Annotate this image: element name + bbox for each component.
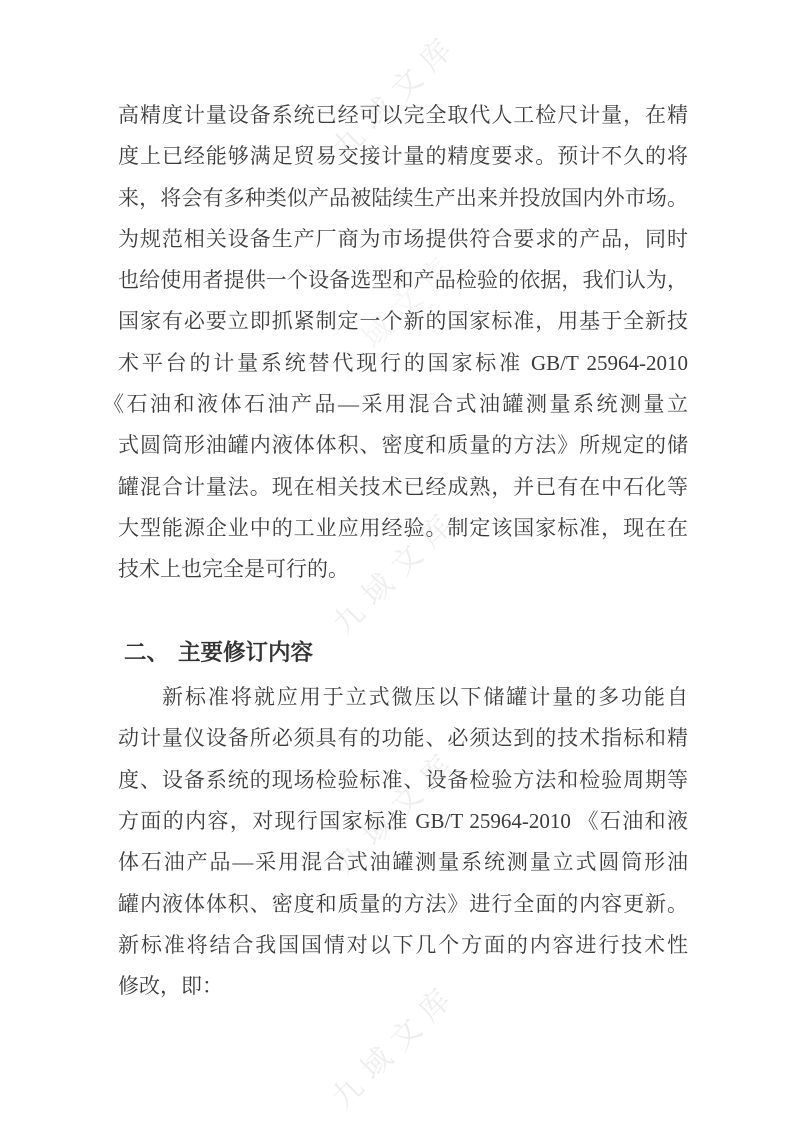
- watermark-text: 九域文库: [326, 25, 467, 166]
- text-line: 罐内液体体积、密度和质量的方法》进行全面的内容更新。: [118, 891, 688, 916]
- text-line: 新标准将就应用于立式微压以下储罐计量的多功能自: [162, 685, 688, 710]
- section-heading: [118, 632, 688, 673]
- watermark-text: 九域文库: [325, 975, 466, 1116]
- text-line: 为规范相关设备生产厂商为市场提供符合要求的产品，同时: [118, 226, 688, 251]
- text-line: 度上已经能够满足贸易交接计量的精度要求。预计不久的将: [118, 144, 688, 169]
- section-heading-title: 主要修订内容: [178, 639, 314, 665]
- paragraph-1: [103, 95, 688, 591]
- text-line: 术平台的计量系统替代现行的国家标准 GB/T 25964-2010: [118, 350, 688, 375]
- text-line: 国家有必要立即抓紧制定一个新的国家标准，用基于全新技: [118, 309, 688, 334]
- text-line: 修改，即：: [118, 974, 223, 999]
- paragraph-2: [118, 677, 688, 1007]
- text-line: 来，将会有多种类似产品被陆续生产出来并投放国内外市场。: [118, 185, 688, 210]
- page-text-block: [103, 95, 688, 1008]
- text-line: 罐混合计量法。现在相关技术已经成熟，并已有在中石化等: [118, 474, 688, 499]
- text-line: 方面的内容，对现行国家标准 GB/T 25964-2010 《石油和液: [118, 809, 688, 834]
- text-line: 式圆筒形油罐内液体体积、密度和质量的方法》所规定的储: [118, 433, 688, 458]
- text-line: 《石油和液体石油产品—采用混合式油罐测量系统测量立: [103, 392, 688, 417]
- text-line: 体石油产品—采用混合式油罐测量系统测量立式圆筒形油: [118, 850, 688, 875]
- text-line: 技术上也完全是可行的。: [118, 557, 349, 582]
- watermark-text: 九域文库: [326, 741, 467, 882]
- text-line: 新标准将结合我国国情对以下几个方面的内容进行技术性: [118, 932, 688, 957]
- text-line: 度、设备系统的现场检验标准、设备检验方法和检验周期等: [118, 767, 688, 792]
- text-line: 大型能源企业中的工业应用经验。制定该国家标准，现在在: [118, 515, 688, 540]
- text-line: 也给使用者提供一个设备选型和产品检验的依据，我们认为，: [118, 268, 688, 293]
- text-line: 动计量仪设备所必须具有的功能、必须达到的技术指标和精: [118, 726, 688, 751]
- watermark-text: 九域文库: [326, 244, 467, 385]
- section-heading-number: 二、: [124, 639, 170, 665]
- watermark-text: 九域文库: [326, 501, 467, 642]
- text-line: 高精度计量设备系统已经可以完全取代人工检尺计量，在精: [118, 103, 688, 127]
